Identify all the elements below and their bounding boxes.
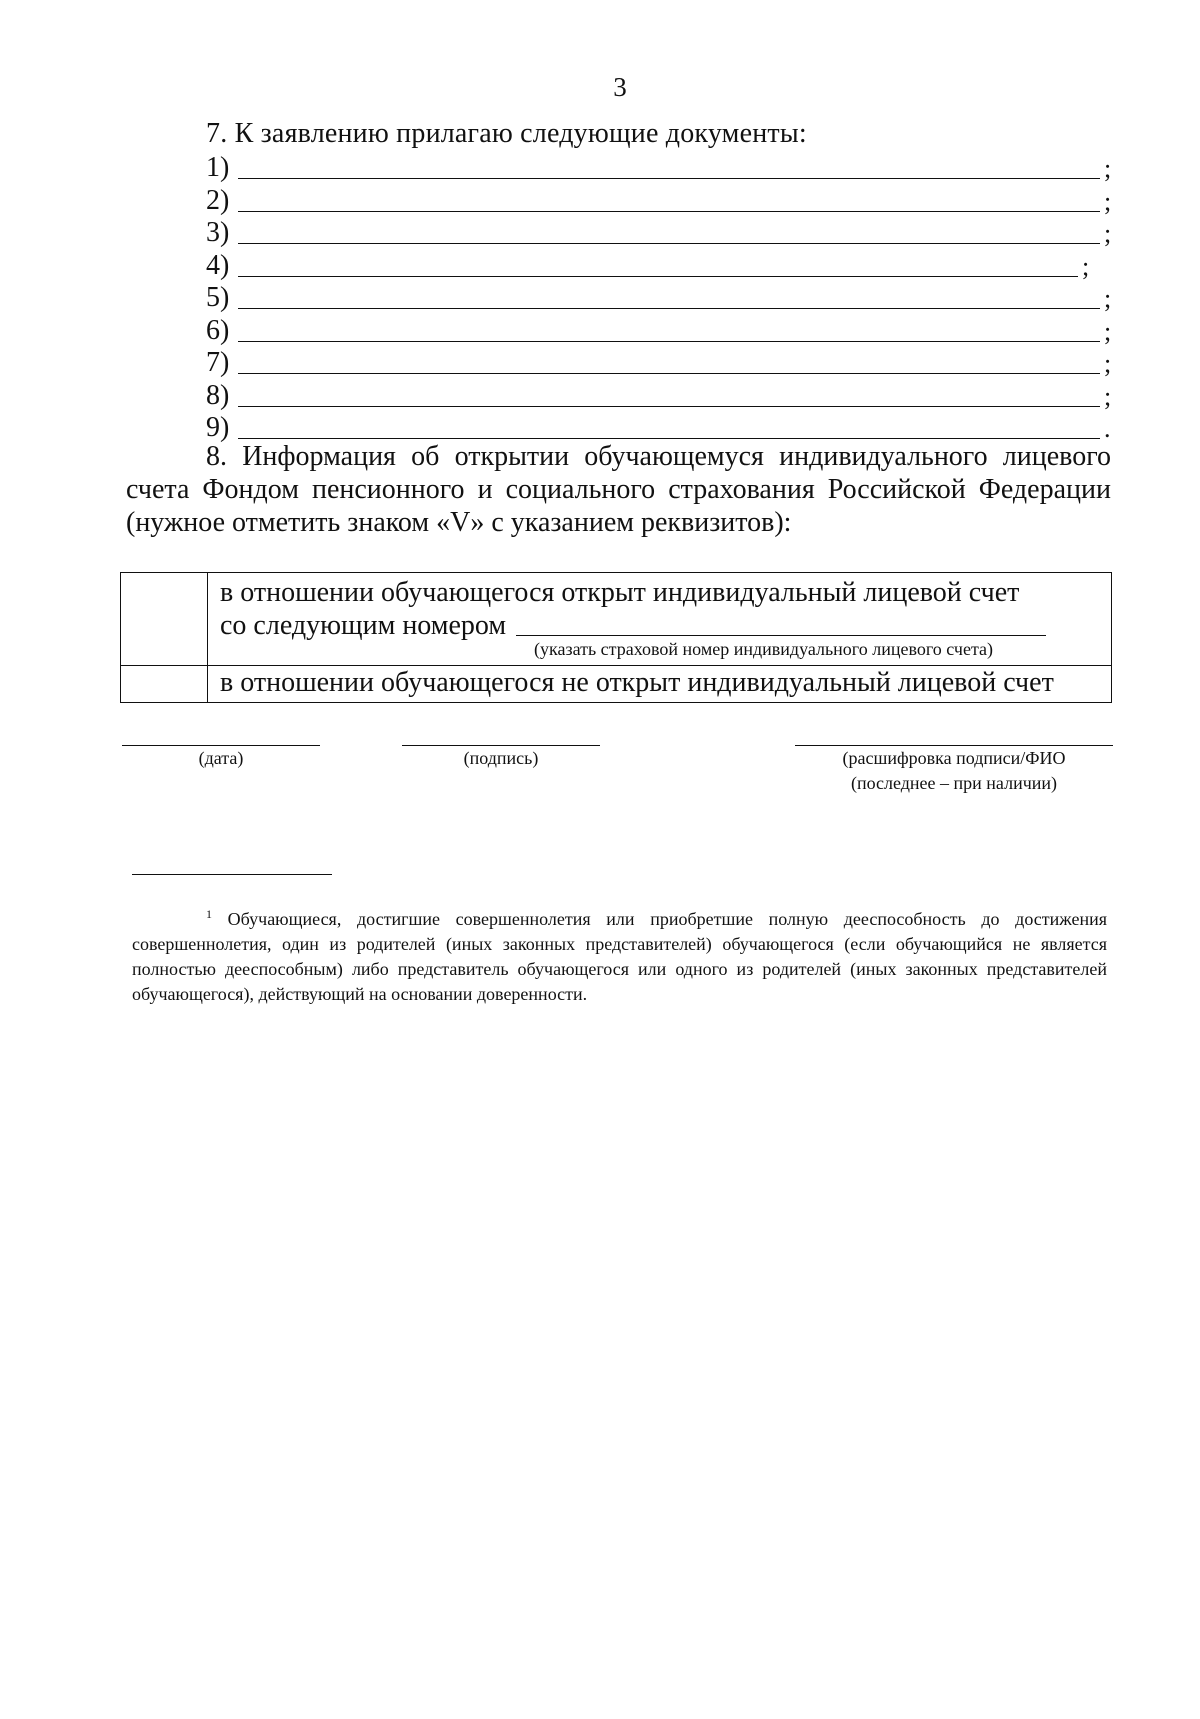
footnote-text: Обучающиеся, достигшие совершеннолетия или приобретшие полную дееспособность до достижения совершеннолетия, один из родителей (иных законных представителей) обучающегося (если обучающийся не является полностью дееспособным) либо представитель обучающегося или одного из родителей (иных законных представителей обучающегося), действующий на основании доверенности.	[132, 909, 1107, 1004]
section-8-paragraph	[126, 440, 1111, 539]
document-line-number: 4)	[206, 249, 230, 281]
option-not-opened-text: в отношении обучающегося не открыт индивидуальный лицевой счет	[220, 667, 1054, 698]
document-line-terminator: .	[1104, 414, 1111, 443]
document-line-field[interactable]	[238, 308, 1100, 309]
date-caption: (дата)	[198, 748, 244, 768]
document-line-terminator: ;	[1104, 284, 1112, 313]
checkbox-account-opened[interactable]	[121, 573, 208, 666]
checkbox-account-not-opened[interactable]	[121, 666, 208, 703]
document-line-terminator: ;	[1104, 381, 1112, 411]
document-line-6	[206, 315, 1116, 347]
option-account-opened	[208, 573, 1112, 666]
document-line-terminator: ;	[1104, 154, 1112, 183]
document-line-field[interactable]	[238, 211, 1100, 212]
document-line-field[interactable]	[238, 243, 1100, 244]
document-line-field[interactable]	[238, 276, 1078, 277]
document-line-7	[206, 347, 1116, 379]
date-field[interactable]	[122, 745, 320, 746]
document-line-field[interactable]	[238, 438, 1100, 439]
page-number: 3	[613, 72, 627, 102]
account-choice-table	[120, 572, 1112, 703]
document-line-number: 3)	[206, 217, 230, 248]
document-line-field[interactable]	[238, 341, 1100, 342]
document-line-3	[206, 217, 1116, 249]
signature-field[interactable]	[402, 745, 600, 746]
document-line-5	[206, 282, 1116, 314]
footnote	[132, 902, 1107, 1007]
footnote-marker: 1	[206, 907, 212, 921]
name-decoding-caption-line1: (расшифровка подписи/ФИО	[842, 748, 1066, 768]
option-opened-line2: со следующим номером	[220, 610, 507, 641]
document-line-field[interactable]	[238, 373, 1100, 374]
option-opened-line1: в отношении обучающегося открыт индивидуальный лицевой счет	[220, 577, 1020, 608]
document-line-terminator: ;	[1104, 219, 1112, 248]
account-number-hint: (указать страховой номер индивидуального лицевого счета)	[534, 639, 994, 659]
document-line-8	[206, 380, 1116, 412]
account-number-field[interactable]	[516, 635, 1046, 636]
document-line-number: 9)	[206, 412, 230, 443]
document-line-terminator: ;	[1082, 251, 1090, 281]
name-decoding-caption-line2: (последнее – при наличии)	[850, 773, 1058, 793]
option-account-not-opened	[208, 666, 1112, 703]
name-decoding-field[interactable]	[795, 745, 1113, 746]
document-line-number: 5)	[206, 282, 230, 313]
document-line-number: 7)	[206, 347, 230, 378]
section-7-heading: 7. К заявлению прилагаю следующие документы:	[206, 118, 807, 149]
document-line-terminator: ;	[1104, 316, 1112, 346]
document-line-number: 1)	[206, 152, 230, 183]
document-line-1	[206, 152, 1116, 184]
document-line-2	[206, 185, 1116, 217]
document-line-field[interactable]	[238, 406, 1100, 407]
document-line-number: 6)	[206, 314, 230, 346]
document-line-number: 2)	[206, 184, 230, 216]
document-line-number: 8)	[206, 379, 230, 411]
document-line-4	[206, 250, 1116, 282]
document-line-field[interactable]	[238, 178, 1100, 179]
document-line-terminator: ;	[1104, 349, 1112, 378]
footnote-separator	[132, 874, 332, 875]
signature-caption: (подпись)	[463, 748, 539, 768]
section-8-text: 8. Информация об открытии обучающемуся индивидуального лицевого счета Фондом пенсионного и социального страхования Российской Федерации (нужное отметить знаком «V» с указанием реквизитов):	[126, 441, 1111, 538]
document-line-terminator: ;	[1104, 186, 1112, 216]
